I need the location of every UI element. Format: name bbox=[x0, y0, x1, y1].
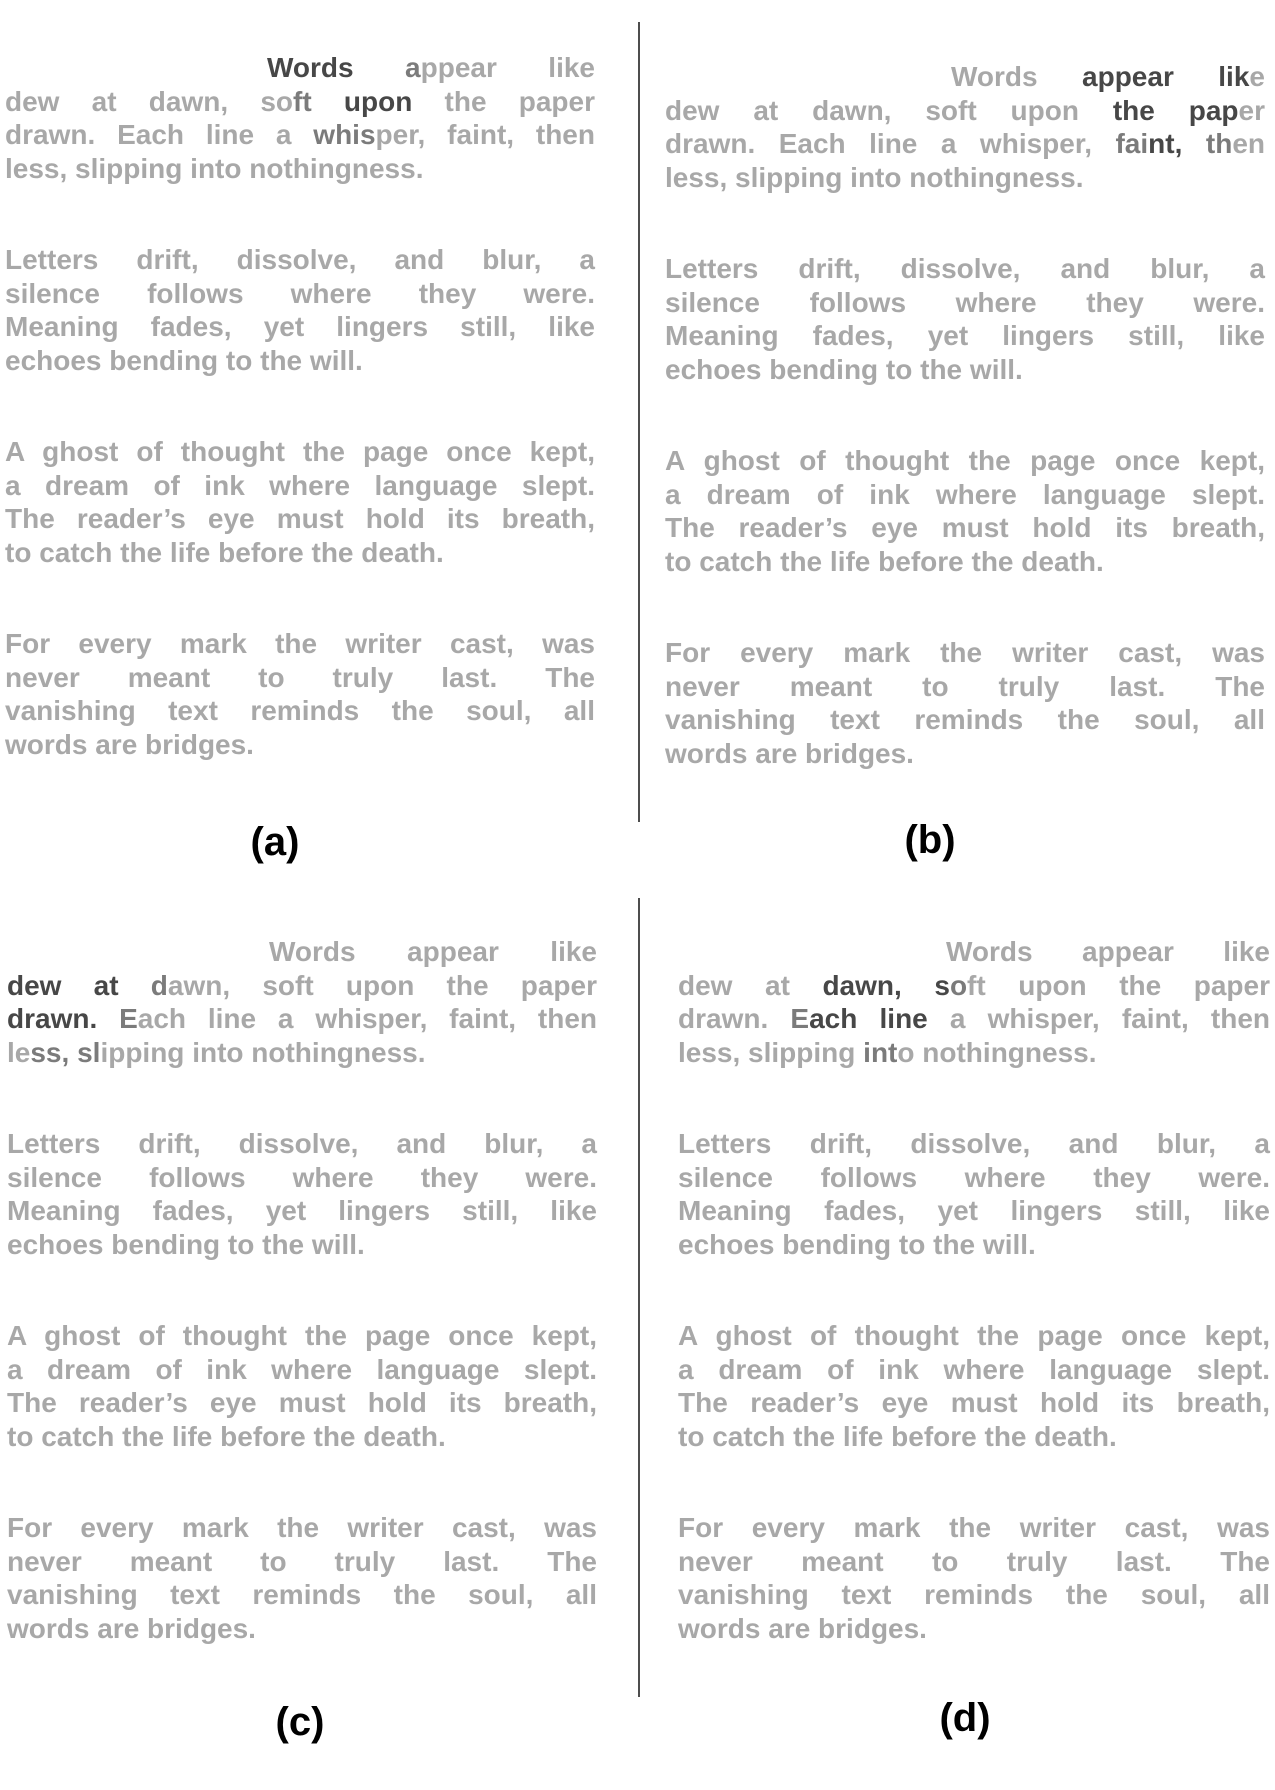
poem-paragraph bbox=[678, 1319, 1270, 1453]
text-segment: words are bridges. bbox=[5, 728, 254, 760]
poem-line bbox=[7, 1161, 597, 1195]
poem-line bbox=[7, 1511, 597, 1545]
text-segment: For every mark the writer cast, was bbox=[7, 1512, 597, 1543]
text-segment bbox=[119, 970, 151, 1001]
text-segment: echoes bending to the will. bbox=[678, 1228, 1036, 1260]
text-segment: The reader’s eye must hold its breath, bbox=[5, 503, 595, 534]
poem-line bbox=[7, 1127, 597, 1161]
text-segment: a dream of ink where language slept. bbox=[678, 1353, 1270, 1385]
poem-paragraph bbox=[665, 60, 1265, 194]
poem-line bbox=[678, 1353, 1270, 1387]
poem-paragraph bbox=[665, 252, 1265, 386]
poem-line bbox=[5, 243, 595, 277]
highlighted-text-segment: sl bbox=[77, 1036, 101, 1068]
poem-line bbox=[665, 60, 1265, 94]
highlighted-text-segment: lik bbox=[1218, 61, 1250, 92]
panel-label-a: (a) bbox=[250, 820, 300, 864]
poem-paragraph bbox=[7, 1127, 597, 1261]
poem-line bbox=[5, 728, 595, 762]
poem-paragraph bbox=[678, 1511, 1270, 1645]
poem-line bbox=[678, 1420, 1270, 1454]
highlighted-text-segment: appear bbox=[1082, 61, 1174, 92]
poem-line bbox=[665, 670, 1265, 704]
poem-line bbox=[7, 1386, 597, 1420]
text-segment: a dream of ink where language slept. bbox=[5, 469, 595, 501]
text-segment: Letters drift, dissolve, and blur, a bbox=[678, 1128, 1270, 1159]
poem-line bbox=[678, 1194, 1270, 1228]
poem-paragraph bbox=[7, 935, 597, 1069]
highlighted-text-segment: E bbox=[790, 1003, 810, 1034]
panel-a bbox=[5, 51, 595, 761]
text-segment: ft upon the paper bbox=[967, 969, 1271, 1001]
poem-line bbox=[7, 1420, 597, 1454]
poem-line bbox=[678, 1002, 1270, 1036]
text-segment: e bbox=[1249, 61, 1265, 92]
text-segment: dew at bbox=[678, 969, 823, 1001]
poem-line bbox=[5, 469, 595, 503]
poem-paragraph bbox=[665, 636, 1265, 770]
text-segment: le bbox=[7, 1036, 31, 1068]
poem-paragraph bbox=[5, 627, 595, 761]
poem-line bbox=[7, 1228, 597, 1262]
text-segment: never meant to truly last. The bbox=[678, 1545, 1270, 1577]
poem-line bbox=[678, 1612, 1270, 1646]
poem-line bbox=[7, 935, 597, 969]
poem-line bbox=[665, 737, 1265, 771]
poem-line bbox=[7, 1194, 597, 1228]
highlighted-text-segment: nt, bbox=[1148, 128, 1183, 159]
text-segment: silence follows where they were. bbox=[7, 1161, 597, 1193]
highlighted-text-segment: upon bbox=[343, 85, 413, 117]
vertical-divider-bottom bbox=[638, 898, 640, 1697]
poem-line bbox=[665, 161, 1265, 195]
text-segment: ach line a whisper, faint, then bbox=[137, 1003, 598, 1034]
text-segment: silence follows where they were. bbox=[678, 1161, 1270, 1193]
poem-line bbox=[5, 118, 595, 152]
text-segment: words are bridges. bbox=[665, 737, 914, 769]
poem-line bbox=[5, 277, 595, 311]
text-segment: For every mark the writer cast, was bbox=[678, 1512, 1270, 1543]
text-segment: to catch the life before the death. bbox=[7, 1420, 446, 1452]
poem-paragraph bbox=[5, 51, 595, 185]
text-segment: ipping into nothingness. bbox=[100, 1036, 426, 1068]
poem-line bbox=[5, 661, 595, 695]
text-segment: A ghost of thought the page once kept, bbox=[7, 1320, 597, 1351]
poem-line bbox=[7, 1319, 597, 1353]
poem-line bbox=[5, 502, 595, 536]
poem-line bbox=[665, 703, 1265, 737]
text-segment: Meaning fades, yet lingers still, like bbox=[5, 311, 595, 342]
text-segment: silence follows where they were. bbox=[5, 277, 595, 309]
text-segment bbox=[1182, 128, 1206, 159]
text-segment: the paper bbox=[412, 85, 595, 117]
poem-line bbox=[665, 636, 1265, 670]
text-segment: less, slipping into nothingness. bbox=[665, 161, 1084, 193]
text-segment: drawn. Each line a whisper, bbox=[665, 128, 1116, 159]
poem-line bbox=[5, 344, 595, 378]
text-segment: For every mark the writer cast, was bbox=[5, 628, 595, 659]
poem-line bbox=[678, 935, 1270, 969]
text-segment: to catch the life before the death. bbox=[665, 545, 1104, 577]
poem-line bbox=[665, 353, 1265, 387]
text-segment bbox=[1155, 95, 1189, 126]
poem-line bbox=[5, 85, 595, 119]
text-segment: less, slipping into nothingness. bbox=[5, 152, 424, 184]
poem-line bbox=[7, 1353, 597, 1387]
poem-line bbox=[665, 127, 1265, 161]
poem-line bbox=[678, 1386, 1270, 1420]
poem-line bbox=[665, 545, 1265, 579]
poem-line bbox=[5, 51, 595, 85]
poem-line bbox=[665, 444, 1265, 478]
text-segment: vanishing text reminds the soul, all bbox=[7, 1579, 597, 1610]
poem-line bbox=[678, 969, 1270, 1003]
poem-line bbox=[665, 511, 1265, 545]
poem-paragraph bbox=[5, 435, 595, 569]
text-segment: never meant to truly last. The bbox=[665, 670, 1265, 702]
highlighted-text-segment: int bbox=[863, 1036, 898, 1068]
highlighted-text-segment: E bbox=[119, 1003, 138, 1034]
text-segment: words are bridges. bbox=[7, 1612, 256, 1644]
vertical-divider-top bbox=[638, 22, 640, 822]
text-segment: en bbox=[1232, 128, 1266, 159]
highlighted-text-segment: the bbox=[1112, 94, 1155, 126]
poem-line bbox=[7, 1578, 597, 1612]
poem-line bbox=[678, 1578, 1270, 1612]
highlighted-text-segment: s bbox=[934, 969, 950, 1001]
poem-line bbox=[665, 94, 1265, 128]
text-segment: dew at dawn, so bbox=[5, 85, 294, 117]
text-segment: silence follows where they were. bbox=[665, 286, 1265, 318]
text-segment: For every mark the writer cast, was bbox=[665, 637, 1265, 668]
highlighted-text-segment: ss, bbox=[30, 1036, 70, 1068]
poem-line bbox=[678, 1228, 1270, 1262]
text-segment: Meaning fades, yet lingers still, like bbox=[665, 320, 1265, 351]
poem-line bbox=[665, 286, 1265, 320]
text-segment: Words appear like bbox=[269, 936, 597, 967]
poem-line bbox=[678, 1511, 1270, 1545]
poem-line bbox=[665, 252, 1265, 286]
highlighted-text-segment: ft bbox=[293, 85, 312, 117]
text-segment: dew at dawn, soft upon bbox=[665, 94, 1113, 126]
poem-line bbox=[7, 1002, 597, 1036]
text-segment: vanishing text reminds the soul, all bbox=[678, 1579, 1270, 1610]
text-segment: to catch the life before the death. bbox=[5, 536, 444, 568]
highlighted-text-segment: dawn, bbox=[822, 969, 902, 1001]
poem-line bbox=[678, 1127, 1270, 1161]
text-segment: ppear like bbox=[420, 52, 596, 83]
highlighted-text-segment: dew at bbox=[7, 969, 119, 1001]
text-segment: less, slipping bbox=[678, 1036, 864, 1068]
text-segment: drawn. Each line a bbox=[5, 119, 314, 150]
text-segment bbox=[312, 86, 344, 117]
text-segment: never meant to truly last. The bbox=[7, 1545, 597, 1577]
poem-line bbox=[5, 310, 595, 344]
poem-paragraph bbox=[7, 1319, 597, 1453]
poem-line bbox=[7, 1036, 597, 1070]
text-segment: Letters drift, dissolve, and blur, a bbox=[7, 1128, 597, 1159]
text-segment: o nothingness. bbox=[897, 1036, 1097, 1068]
text-segment: The reader’s eye must hold its breath, bbox=[678, 1387, 1270, 1418]
poem-line bbox=[665, 319, 1265, 353]
poem-line bbox=[678, 1545, 1270, 1579]
text-segment: Letters drift, dissolve, and blur, a bbox=[5, 244, 595, 275]
poem-line bbox=[7, 969, 597, 1003]
highlighted-text-segment: d bbox=[150, 969, 168, 1001]
poem-line bbox=[7, 1545, 597, 1579]
text-segment: A ghost of thought the page once kept, bbox=[5, 436, 595, 467]
poem-line bbox=[5, 627, 595, 661]
poem-line bbox=[678, 1161, 1270, 1195]
highlighted-text-segment: Words bbox=[267, 52, 354, 83]
text-segment bbox=[69, 1037, 77, 1068]
text-segment: to catch the life before the death. bbox=[678, 1420, 1117, 1452]
text-segment bbox=[902, 970, 935, 1001]
text-segment bbox=[1174, 61, 1218, 92]
poem-paragraph bbox=[665, 444, 1265, 578]
highlighted-text-segment: fai bbox=[1115, 128, 1149, 159]
text-segment: a whisper, faint, then bbox=[927, 1003, 1271, 1034]
text-segment: words are bridges. bbox=[678, 1612, 927, 1644]
highlighted-text-segment: drawn. bbox=[7, 1003, 98, 1034]
poem-paragraph bbox=[5, 243, 595, 377]
panel-label-c: (c) bbox=[275, 1700, 325, 1744]
poem-line bbox=[7, 1612, 597, 1646]
text-segment: The reader’s eye must hold its breath, bbox=[7, 1387, 597, 1418]
text-segment: awn, soft upon the paper bbox=[167, 969, 597, 1001]
text-segment: Meaning fades, yet lingers still, like bbox=[7, 1195, 597, 1226]
text-segment: A ghost of thought the page once kept, bbox=[665, 445, 1265, 476]
panel-b bbox=[665, 60, 1265, 770]
text-segment: echoes bending to the will. bbox=[5, 344, 363, 376]
poem-line bbox=[665, 478, 1265, 512]
poem-paragraph bbox=[678, 1127, 1270, 1261]
text-segment: Words appear like bbox=[946, 936, 1270, 967]
text-segment: er bbox=[1238, 94, 1265, 126]
text-segment: Meaning fades, yet lingers still, like bbox=[678, 1195, 1270, 1226]
highlighted-text-segment: ach line bbox=[809, 1003, 928, 1034]
poem-line bbox=[678, 1319, 1270, 1353]
text-segment: The reader’s eye must hold its breath, bbox=[665, 512, 1265, 543]
highlighted-text-segment: a bbox=[405, 52, 421, 83]
highlighted-text-segment: th bbox=[1205, 128, 1233, 159]
panel-label-d: (d) bbox=[939, 1696, 991, 1740]
text-segment: vanishing text reminds the soul, all bbox=[5, 695, 595, 726]
poem-line bbox=[678, 1036, 1270, 1070]
text-segment bbox=[97, 1003, 119, 1034]
poem-paragraph bbox=[7, 1511, 597, 1645]
poem-line bbox=[5, 536, 595, 570]
text-segment: vanishing text reminds the soul, all bbox=[665, 704, 1265, 735]
panel-d bbox=[678, 935, 1270, 1645]
highlighted-text-segment: o bbox=[949, 969, 968, 1001]
highlighted-text-segment: whis bbox=[313, 119, 376, 150]
poem-paragraph bbox=[678, 935, 1270, 1069]
text-segment: never meant to truly last. The bbox=[5, 661, 595, 693]
text-segment: a dream of ink where language slept. bbox=[665, 478, 1265, 510]
text-segment: Words bbox=[951, 61, 1083, 92]
text-segment: per, faint, then bbox=[375, 119, 595, 150]
text-segment: Letters drift, dissolve, and blur, a bbox=[665, 253, 1265, 284]
text-segment: echoes bending to the will. bbox=[7, 1228, 365, 1260]
text-segment: A ghost of thought the page once kept, bbox=[678, 1320, 1270, 1351]
text-segment: drawn. bbox=[678, 1003, 791, 1034]
text-segment bbox=[354, 52, 405, 83]
text-segment: echoes bending to the will. bbox=[665, 353, 1023, 385]
poem-line bbox=[5, 694, 595, 728]
highlighted-text-segment: pap bbox=[1188, 94, 1239, 126]
panel-label-b: (b) bbox=[904, 818, 956, 862]
panel-c bbox=[7, 935, 597, 1645]
text-segment: a dream of ink where language slept. bbox=[7, 1353, 597, 1385]
poem-line bbox=[5, 435, 595, 469]
poem-line bbox=[5, 152, 595, 186]
